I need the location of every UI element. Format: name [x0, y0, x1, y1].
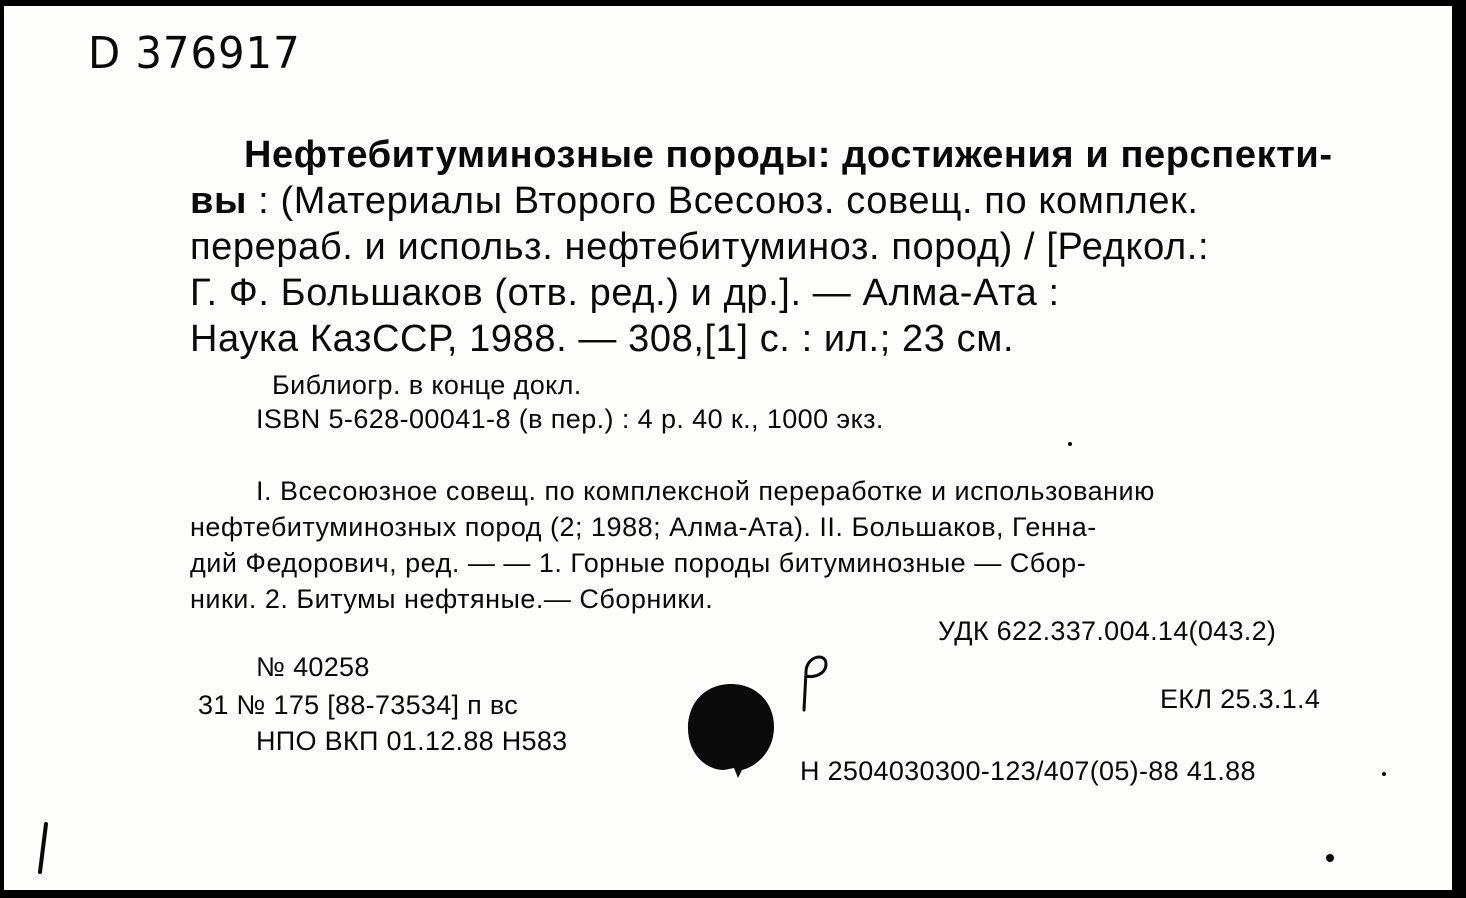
isbn-line: ISBN 5-628-00041-8 (в пер.) : 4 р. 40 к., 1000 экз. — [256, 404, 884, 434]
edge-mark — [36, 822, 50, 874]
bibliography-note: Библиогр. в конце докл. — [272, 370, 582, 400]
description-line-3: перераб. и использ. нефтебитуминоз. пород) / [Редкол.: — [190, 226, 1210, 268]
stray-dot — [1382, 772, 1386, 776]
title-line-2 — [190, 180, 1199, 223]
handwritten-mark — [796, 646, 832, 712]
ink-blot-stamp — [686, 682, 776, 778]
tracing-line-4: ники. 2. Битумы нефтяные.— Сборники. — [190, 584, 714, 614]
stray-dot — [1326, 854, 1334, 862]
shelfmark: D 376917 — [88, 28, 301, 79]
catalog-code: Н 2504030300-123/407(05)-88 41.88 — [800, 756, 1256, 786]
record-number: № 40258 — [256, 652, 370, 682]
stray-dot — [1068, 442, 1072, 446]
imprint-line: Наука КазССР, 1988. — 308,[1] с. : ил.; 23 см. — [190, 318, 1015, 360]
tracing-line-3: дий Федорович, ред. — — 1. Горные породы битуминозные — Сбор- — [190, 548, 1087, 578]
title-bold-end: вы — [190, 180, 248, 222]
tracing-line-2: нефтебитуминозных пород (2; 1988; Алма-Ата). II. Большаков, Генна- — [190, 512, 1097, 542]
publisher-line: НПО ВКП 01.12.88 Н583 — [256, 726, 568, 756]
description-line-4: Г. Ф. Большаков (отв. ред.) и др.]. — Алма-Ата : — [190, 272, 1060, 314]
tracing-line-1: I. Всесоюзное совещ. по комплексной переработке и использованию — [256, 476, 1155, 506]
ekl-code: ЕКЛ 25.3.1.4 — [1160, 684, 1321, 714]
series-note: : (Материалы Второго Всесоюз. совещ. по комплек. — [247, 180, 1199, 222]
udk-code: УДК 622.337.004.14(043.2) — [938, 616, 1277, 646]
title-bold: Нефтебитуминозные породы: достижения и перспекти- — [244, 134, 1333, 176]
title-line-1 — [244, 134, 1333, 177]
order-line: 31 № 175 [88-73534] п вс — [198, 690, 519, 720]
